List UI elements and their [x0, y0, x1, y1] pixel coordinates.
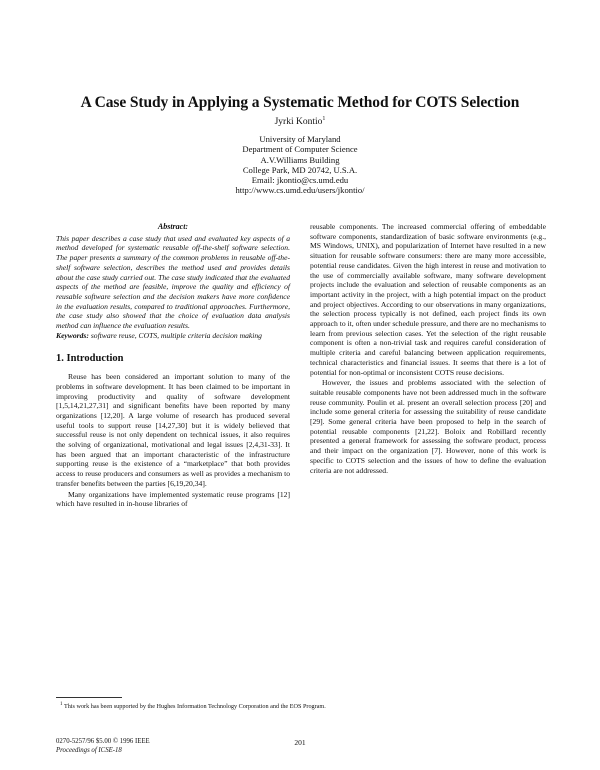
section-heading-introduction: 1. Introduction — [56, 353, 124, 365]
footnote — [60, 702, 326, 710]
keywords-label: Keywords: — [56, 330, 89, 340]
page-number: 201 — [294, 738, 306, 747]
author-footnote-mark: 1 — [322, 116, 326, 122]
affiliation-block — [0, 134, 600, 196]
abstract-heading: Abstract: — [157, 222, 189, 231]
intro-paragraph-2: Many organizations have implemented systematic reuse programs [12] which have resulted in in-house libraries of — [56, 489, 290, 509]
author-name: Jyrki Kontio — [274, 117, 323, 128]
right-column — [310, 222, 546, 475]
intro-paragraph-1: Reuse has been considered an important solution to many of the problems in software development. It has been claimed to be important in improving productivity and quality of software development [1,5,14,21,27,31] and significant benefits have been reported by many organizations [12,20]. A large volume of research has produced several useful tools to support reuse [14,27,30] but it is widely believed that successful reuse is not only dependent on technical issues, it also requires the solving of organizational, motivational and legal issues [2,4,31-33]. It has been argued that an important characteristic of the infrastructure supporting reuse is the existence of a “marketplace” that both provides access to reuse producers and consumers as well as provides a mechanism to transfer benefits between the parties [6,19,20,34]. — [56, 372, 290, 488]
right-paragraph-1: reusable components. The increased commercial offering of embeddable software components, standardization of basic software environments (e.g., MS Windows, UNIX), and popularization of Internet have resulted in a new situation for reusable software consumers: there are many more accessible, potential reuse candidates. Given the high interest in reuse and motivation to the use of commercially available software, many software development projects include the evaluation and selection of reusable components as an important activity in the project, with a high potential impact on the product and project objectives. According to our observations in many organizations, the selection process typically is not defined, each project finds its own approach to it, often under schedule pressure, and there are no mechanisms to learn from previous selection cases. Yet the selection of the right reusable component is often a non-trivial task and requires careful consideration of multiple criteria and careful balancing between application requirements, technical characteristics and financial issues. It seems that there is a lot of potential for non-optimal or inconsistent COTS reuse decisions. — [310, 222, 546, 377]
affiliation-building: A.V.Williams Building — [260, 154, 340, 165]
right-paragraph-2: However, the issues and problems associated with the selection of suitable reusable components have not been addressed much in the software reuse community. Poulin et al. present an overall selection process [20] and include some general criteria for assessing the suitability of reuse candidate [29]. Some general criteria have been proposed to help in the search of potential reusable components [21,22]. Boloix and Robillard recently presented a general framework for assessing the software product, process and their impact on the organization [7]. However, none of this work is specific to COTS selection and the issues of how to define the evaluation criteria are not addressed. — [310, 378, 546, 475]
affiliation-address: College Park, MD 20742, U.S.A. — [242, 164, 358, 175]
affiliation-university: University of Maryland — [259, 134, 341, 144]
affiliation-email: Email: jkontio@cs.umd.edu — [251, 175, 349, 186]
author-line — [0, 116, 600, 127]
left-column — [56, 222, 290, 509]
footnote-mark: 1 — [60, 702, 63, 707]
paper-title: A Case Study in Applying a Systematic Method for COTS Selection — [80, 94, 520, 111]
footnote-text: This work has been supported by the Hughes Information Technology Corporation and the EOS Program. — [63, 703, 326, 711]
footnote-divider — [56, 697, 122, 698]
proceedings-line: Proceedings of ICSE-18 — [56, 746, 122, 754]
affiliation-department: Department of Computer Science — [242, 144, 358, 155]
copyright-line: 0270-5257/96 $5.00 © 1996 IEEE — [56, 738, 150, 745]
affiliation-url: http://www.cs.umd.edu/users/jkontio/ — [235, 185, 365, 196]
keywords-line — [56, 331, 290, 341]
keywords-text: software reuse, COTS, multiple criteria decision making — [90, 330, 262, 340]
abstract-body: This paper describes a case study that used and evaluated key aspects of a method developed for systematic reusable off-the-shelf software selection. The paper presents a summary of the common problems in reusable off-the-shelf software selection, describes the method used and provides details about the case study carried out. The case study indicated that the evaluated aspects of the method are feasible, improve the quality and efficiency of reusable software selection and the decision makers have more confidence in the evaluation results, compared to traditional approaches. Furthermore, the case study also showed that the choice of evaluation data analysis method can influence the evaluation results. — [56, 233, 290, 331]
